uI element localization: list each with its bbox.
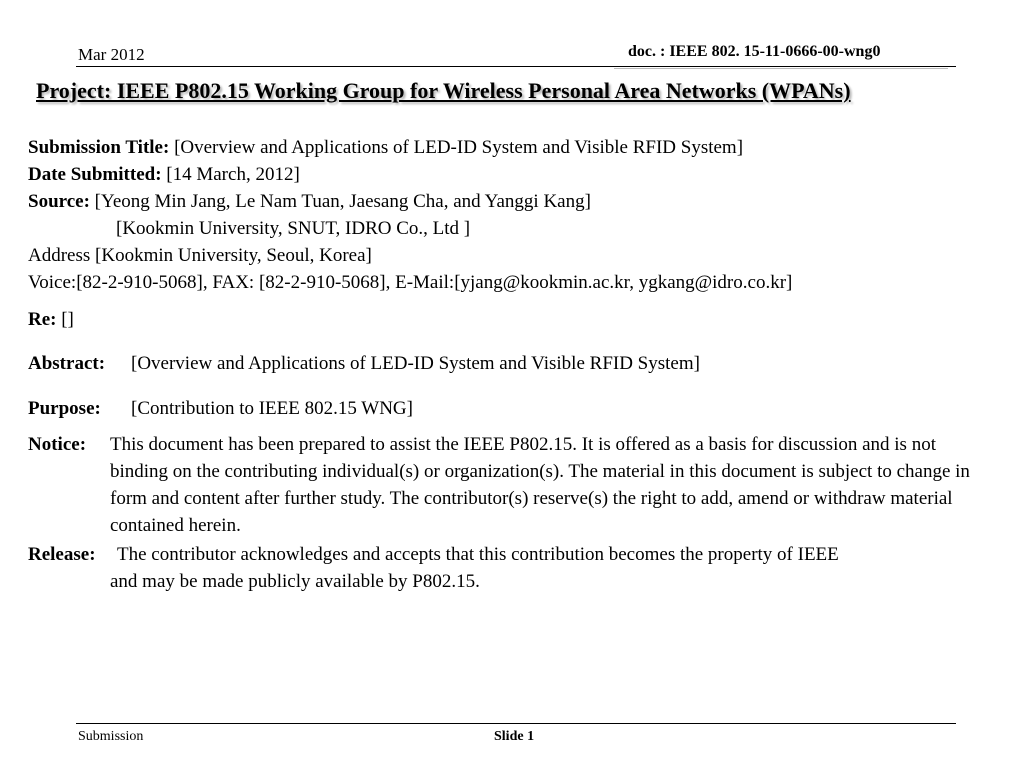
- re-line: [28, 306, 74, 333]
- re-label: Re:: [28, 309, 57, 330]
- abstract-value: [Overview and Applications of LED-ID System and Visible RFID System]: [131, 353, 700, 374]
- submission-title-label: Submission Title:: [28, 137, 170, 158]
- date-submitted-label: Date Submitted:: [28, 164, 162, 185]
- date-submitted-value: [14 March, 2012]: [166, 164, 300, 185]
- notice-text: This document has been prepared to assist the IEEE P802.15. It is offered as a basis for discussion and is not binding on the contributing individual(s) or organization(s). The material in this document is subject to change in form and content after further study. The contributor(s) reserve(s) the right to add, amend or withdraw material contained herein.: [110, 434, 970, 536]
- header-date: Mar 2012: [78, 45, 145, 64]
- footer-slide-number: Slide 1: [494, 729, 535, 744]
- source-contact: Voice:[82-2-910-5068], FAX: [82-2-910-5068], E-Mail:[yjang@kookmin.ac.kr, ygkang@idro.co.kr]: [28, 272, 793, 293]
- submission-title-value: [Overview and Applications of LED-ID System and Visible RFID System]: [174, 137, 744, 158]
- source-value: [Yeong Min Jang, Le Nam Tuan, Jaesang Cha, and Yanggi Kang]: [94, 191, 591, 212]
- release-label: Release:: [28, 544, 96, 565]
- header-divider: [76, 66, 956, 67]
- submission-title-line: [28, 134, 743, 161]
- source-label: Source:: [28, 191, 90, 212]
- purpose-value: [Contribution to IEEE 802.15 WNG]: [131, 398, 413, 419]
- release-text-line1: The contributor acknowledges and accepts that this contribution becomes the property of IEEE: [117, 544, 839, 565]
- header-divider-secondary: [614, 68, 948, 69]
- header-doc-id: doc. : IEEE 802. 15-11-0666-00-wng0: [628, 43, 881, 60]
- release-text-line2: and may be made publicly available by P802.15.: [110, 571, 480, 592]
- footer-submission: Submission: [78, 729, 144, 744]
- abstract-label: Abstract:: [28, 353, 106, 374]
- footer-divider: [76, 723, 956, 724]
- project-title: Project: IEEE P802.15 Working Group for Wireless Personal Area Networks (WPANs): [36, 78, 851, 103]
- purpose-label: Purpose:: [28, 398, 101, 419]
- source-affiliation: [Kookmin University, SNUT, IDRO Co., Ltd ]: [116, 218, 471, 239]
- re-value: []: [61, 309, 74, 330]
- notice-label: Notice:: [28, 434, 87, 455]
- source-line: [28, 188, 591, 215]
- date-submitted-line: [28, 161, 300, 188]
- source-address: Address [Kookmin University, Seoul, Korea]: [28, 245, 372, 266]
